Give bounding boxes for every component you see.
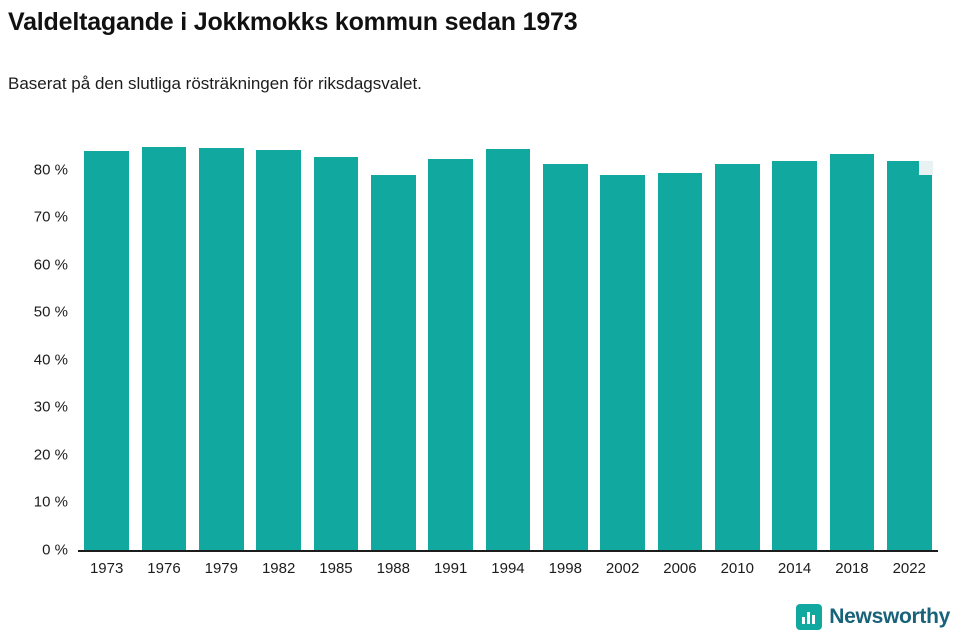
bar-column[interactable] bbox=[766, 122, 823, 550]
x-axis-tick-label: 1976 bbox=[147, 560, 181, 577]
x-axis-tick-label: 2010 bbox=[720, 560, 754, 577]
x-axis-line bbox=[78, 550, 938, 552]
page-title: Valdeltagande i Jokkmokks kommun sedan 1973 bbox=[8, 8, 578, 36]
bar-column[interactable] bbox=[250, 122, 307, 550]
y-axis-tick-label: 40 % bbox=[33, 351, 68, 369]
bar[interactable] bbox=[314, 157, 359, 550]
bar[interactable] bbox=[658, 173, 703, 550]
bar[interactable] bbox=[486, 149, 531, 550]
bar-chart-icon bbox=[796, 604, 822, 630]
bar[interactable] bbox=[772, 161, 817, 550]
footer-brand bbox=[796, 604, 950, 630]
bar[interactable] bbox=[543, 164, 588, 550]
plot-area bbox=[33, 122, 938, 559]
bar-chart bbox=[0, 112, 960, 577]
brand-name: Newsworthy bbox=[829, 605, 950, 628]
x-axis-tick-label: 1991 bbox=[433, 560, 468, 577]
bar-column[interactable] bbox=[709, 122, 766, 550]
y-axis-tick-label: 80 % bbox=[33, 161, 68, 179]
bar-column[interactable] bbox=[823, 122, 880, 550]
bar[interactable] bbox=[371, 175, 416, 550]
x-axis-tick-label: 2022 bbox=[892, 560, 926, 577]
y-axis-tick-label: 70 % bbox=[33, 208, 68, 226]
bar-column[interactable] bbox=[422, 122, 479, 550]
bar-column[interactable] bbox=[537, 122, 594, 550]
y-axis-tick-label: 10 % bbox=[33, 493, 68, 511]
x-axis-tick-label: 2014 bbox=[777, 560, 812, 577]
bar[interactable] bbox=[256, 150, 301, 550]
x-axis-tick-label: 1985 bbox=[319, 560, 353, 577]
x-axis-tick-label: 2018 bbox=[835, 560, 869, 577]
bar-highlight-notch bbox=[919, 161, 933, 175]
bar-column[interactable] bbox=[651, 122, 708, 550]
x-axis-tick-label: 1998 bbox=[548, 560, 582, 577]
bar-column[interactable] bbox=[193, 122, 250, 550]
x-axis-labels bbox=[78, 560, 938, 577]
y-axis-tick-label: 60 % bbox=[33, 256, 68, 274]
bar[interactable] bbox=[84, 151, 129, 550]
x-axis-tick-label: 2002 bbox=[605, 560, 640, 577]
y-axis-tick-label: 50 % bbox=[33, 303, 68, 321]
page-subtitle: Baserat på den slutliga rösträkningen för riksdagsvalet. bbox=[8, 74, 422, 93]
bar-column[interactable] bbox=[307, 122, 364, 550]
x-axis-tick-label: 1988 bbox=[376, 560, 410, 577]
bar-column[interactable] bbox=[594, 122, 651, 550]
bar[interactable] bbox=[830, 154, 875, 550]
bar[interactable] bbox=[600, 175, 645, 550]
x-axis-tick-label: 1994 bbox=[491, 560, 525, 577]
bar-column[interactable] bbox=[135, 122, 192, 550]
y-axis-tick-label: 20 % bbox=[33, 446, 68, 464]
bar-column[interactable] bbox=[78, 122, 135, 550]
x-axis-tick-label: 1979 bbox=[204, 560, 238, 577]
bar-column[interactable] bbox=[479, 122, 536, 550]
bar-column[interactable] bbox=[881, 122, 938, 550]
bar[interactable] bbox=[887, 161, 932, 550]
bar[interactable] bbox=[199, 148, 244, 550]
bar-series bbox=[78, 122, 938, 550]
bar-column[interactable] bbox=[365, 122, 422, 550]
bar[interactable] bbox=[142, 147, 187, 550]
y-axis-tick-label: 30 % bbox=[33, 398, 68, 416]
x-axis-tick-label: 1973 bbox=[89, 560, 124, 577]
x-axis-tick-label: 2006 bbox=[663, 560, 697, 577]
bar[interactable] bbox=[715, 164, 760, 550]
bar[interactable] bbox=[428, 159, 473, 550]
y-axis-tick-label: 0 % bbox=[42, 541, 68, 559]
x-axis-tick-label: 1982 bbox=[261, 560, 296, 577]
